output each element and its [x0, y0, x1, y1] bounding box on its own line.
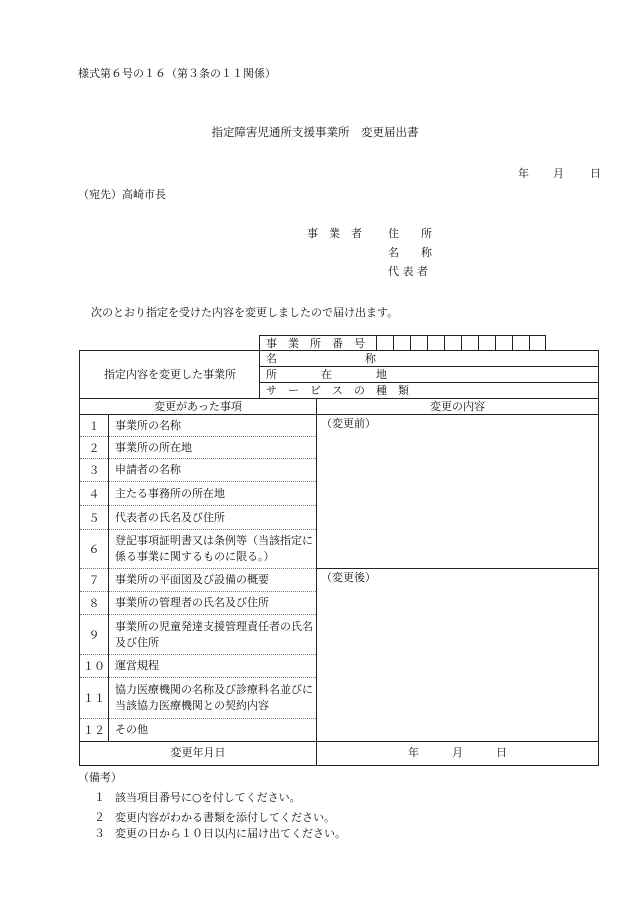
applicant-representative-label: 代 表 者 — [388, 265, 428, 278]
table-line — [260, 366, 599, 367]
item-number: １１ — [83, 692, 105, 705]
after-change-label: （変更後） — [321, 571, 376, 584]
item-text: その他 — [115, 723, 148, 736]
item-number: ３ — [88, 464, 100, 477]
facility-service-type-label: サ ー ビ ス の 種 類 — [266, 384, 409, 397]
table-line — [598, 350, 599, 766]
note-text: 該当項目番号に○を付してください。 — [115, 791, 301, 804]
table-line — [316, 568, 599, 569]
table-line — [316, 398, 317, 766]
form-number: 様式第６号の１６（第３条の１１関係） — [78, 67, 276, 80]
item-text: 登記事項証明書又は条例等（当該指定に係る事業に関するものに限る。） — [115, 534, 313, 563]
item-number: ９ — [88, 628, 100, 642]
item-text: 事業所の名称 — [115, 418, 181, 432]
facility-row-label: 指定内容を変更した事業所 — [104, 368, 236, 381]
document-title: 指定障害児通所支援事業所 変更届出書 — [211, 125, 419, 139]
table-line — [79, 765, 599, 766]
notes-heading: （備考） — [78, 771, 122, 784]
note-number: １ — [94, 791, 105, 804]
facility-location-label: 所 在 地 — [266, 368, 387, 381]
digit-box — [393, 335, 394, 351]
item-number: ７ — [88, 574, 100, 587]
item-text: 申請者の名称 — [115, 463, 181, 476]
digit-box — [444, 335, 445, 351]
item-number: １２ — [83, 724, 105, 737]
addressee: （宛先）高崎市長 — [78, 188, 166, 201]
digit-box — [427, 335, 428, 351]
applicant-address-label: 住 所 — [388, 227, 432, 240]
col-header-content: 変更の内容 — [430, 400, 485, 413]
date-year: 年 — [518, 167, 529, 180]
change-date-value: 年 月 日 — [408, 746, 507, 759]
item-number: ６ — [88, 543, 100, 556]
item-number: ２ — [88, 441, 100, 455]
item-text: 代表者の氏名及び住所 — [115, 510, 225, 524]
item-text: 主たる事務所の所在地 — [115, 486, 225, 500]
item-number: ８ — [88, 597, 100, 610]
applicant-name-label: 名 称 — [388, 246, 432, 259]
before-change-label: （変更前） — [321, 417, 376, 430]
note-text: 変更内容がわかる書類を添付してください。 — [115, 811, 335, 824]
item-number: ５ — [88, 511, 100, 525]
table-line — [79, 350, 599, 351]
item-text: 事業所の所在地 — [115, 440, 192, 454]
item-text: 運営規程 — [115, 659, 159, 672]
digit-box — [461, 335, 462, 351]
table-line — [79, 398, 599, 399]
table-line — [376, 335, 377, 351]
note-number: ３ — [94, 827, 105, 840]
intro-text: 次のとおり指定を受けた内容を変更しましたので届け出ます。 — [91, 306, 399, 319]
item-text: 協力医療機関の名称及び診療科名並びに当該協力医療機関との契約内容 — [115, 683, 313, 712]
applicant-label: 事 業 者 — [307, 227, 362, 240]
note-text: 変更の日から１０日以内に届け出てください。 — [115, 827, 346, 840]
item-number: １０ — [83, 660, 105, 673]
digit-box — [512, 335, 513, 351]
date-month: 月 — [553, 167, 564, 180]
change-date-label: 変更年月日 — [170, 746, 226, 759]
table-line — [259, 335, 546, 336]
digit-box — [529, 335, 530, 351]
item-number: １ — [88, 419, 100, 433]
table-line — [260, 382, 599, 383]
office-number-label: 事 業 所 番 号 — [266, 337, 365, 350]
item-text: 事業所の児童発達支援管理責任者の氏名及び住所 — [115, 619, 313, 649]
item-text: 事業所の平面図及び設備の概要 — [115, 573, 269, 586]
date-day: 日 — [590, 167, 601, 180]
item-number: ４ — [88, 487, 100, 501]
table-line — [545, 335, 546, 351]
item-text: 事業所の管理者の氏名及び住所 — [115, 596, 269, 609]
note-number: ２ — [94, 811, 105, 824]
table-line — [79, 741, 599, 742]
digit-box — [410, 335, 411, 351]
col-header-items: 変更があった事項 — [154, 400, 242, 413]
facility-name-label: 名 称 — [266, 352, 376, 365]
digit-box — [478, 335, 479, 351]
digit-box — [495, 335, 496, 351]
